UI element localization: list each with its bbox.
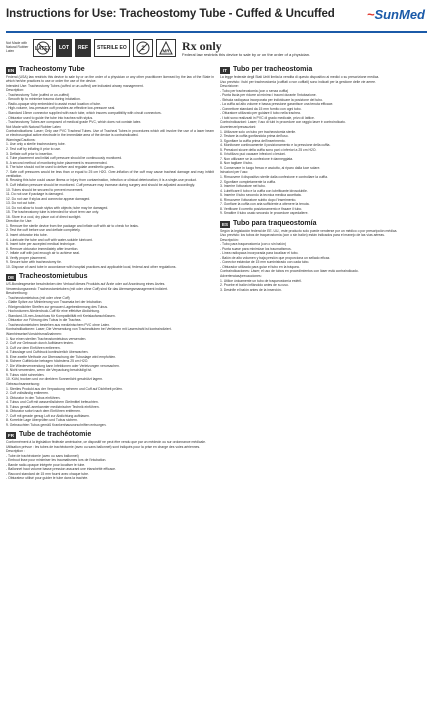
paragraph: Intended Use: Tracheostomy Tubes (cuffed or un-cuffed) are indicated airway management. [6, 83, 144, 88]
paragraph: 4. Tube placement and initial cuff pressure should be continuously monitored. [6, 156, 123, 161]
paragraph: 1. Steriles Produkt aus der Verpackung nehmen und Cuff auf Dichtheit prüfen. [6, 386, 123, 391]
paragraph: 5. Insert tube per accepted medical technique. [6, 242, 76, 247]
paragraph: 3. Obturator in den Tubus einführen. [6, 395, 61, 400]
paragraph: Según la legislación federal de EE. UU., este producto solo puede venderse por un médico o por prescripción médica. [220, 228, 398, 233]
paragraph: Warnhinweise/Vorsichtsmaßnahmen: [6, 331, 62, 336]
paragraph: Direction for Use: [6, 219, 33, 224]
paragraph: 4. Tubus und Cuff mit wasserlöslichem Gleitmittel befeuchten. [6, 400, 99, 405]
paragraph: 3. Cuff vor dem Einführen entleeren. [6, 345, 61, 350]
paragraph: 3. Inserire l'otturatore nel tubo. [220, 184, 266, 189]
paragraph: 7. Inflate cuff with just enough air to achieve seal. [6, 251, 81, 256]
paragraph: - Ballonnet haut volume basse pression assurant une étanchéité efficace. [6, 467, 117, 472]
paragraph: 3. Desinfle el balón antes de la inserción. [220, 287, 282, 292]
lot-symbol: LOT [56, 39, 72, 57]
paragraph: - La cuffia ad alto volume e bassa pressione garantisce una tenuta efficace. [220, 102, 334, 107]
paragraph: 4. Lubrificare il tubo e la cuffia con lubrificante idrosolubile. [220, 188, 308, 193]
paragraph: 8. Reusing this tube could cause illness or injury from contamination, infection or clinical deterioration; it is a single-use product. [6, 178, 197, 183]
paragraph: 11. Do not use if package is damaged. [6, 192, 64, 197]
paragraph: 1. Utilizzare solo un tubo per tracheostomia sterile. [220, 129, 297, 134]
language-badge: ES [221, 221, 228, 227]
paragraph: - Bande radio-opaque intégrée pour localiser le tube. [6, 462, 86, 467]
paragraph: - Striscia radiopaca incorporata per individuare la posizione del tubo. [220, 97, 323, 102]
language-badge: EN [7, 68, 15, 73]
paragraph: Not Made with Natural Rubber Latex [6, 124, 61, 129]
paragraph: 9. Secure tube with tracheostomy tie. [6, 260, 62, 265]
paragraph: Conformément à la législation fédérale américaine, ce dispositif ne peut être vendu que par un médecin ou sur ordonnance médicale. [6, 440, 206, 445]
section-de [6, 273, 214, 427]
paragraph: - Röntgendichter Streifen zur genauen Lagebestimmung des Tubus. [6, 304, 108, 309]
document-header [6, 8, 427, 30]
paragraph: 5. Tubus gemäß anerkannter medizinischer Technik einführen. [6, 404, 100, 409]
latex-caption: Not Made with Natural Rubber Latex [6, 41, 29, 54]
svg-text:LATEX: LATEX [34, 46, 52, 52]
paragraph: 5. A second method of monitoring tube placement is recommended. [6, 160, 108, 165]
latex-free-icon [33, 39, 53, 57]
logo-swoosh-icon: ~ [366, 7, 375, 22]
paragraph: 1. Utilice únicamente un tubo de traqueostomía estéril. [220, 278, 302, 283]
paragraph: 1. Nur einen sterilen Tracheostomietubus verwenden. [6, 336, 87, 341]
paragraph: - Punta liscia per ridurre al minimo i traumi durante l'intubazione. [220, 93, 317, 98]
paragraph: Verwendungszweck: Tracheostomietuben (mit oder ohne Cuff) sind für das Atemwegsmanagement indiziert. [6, 286, 169, 291]
paragraph: - Línea radiopaca incorporada para localizar el tubo. [220, 251, 299, 256]
paragraph: 15. The tracheostomy tube is intended for short term use only. [6, 210, 99, 215]
paragraph: 3. Sgonfiare la cuffia prima dell'inserimento. [220, 138, 286, 143]
section-body [6, 75, 214, 269]
language-badge: DE [7, 274, 15, 280]
header-rule [6, 31, 427, 33]
single-use-icon [133, 39, 153, 57]
paragraph: Descripción: [220, 237, 239, 242]
paragraph: - Tube de trachéotomie (avec ou sans ballonnet) [6, 453, 79, 458]
paragraph: 6. The tube should not be used to deliver and regulate anesthetic gases. [6, 165, 115, 170]
paragraph: 1. Remove the sterile device from the package and inflate cuff with air to check for leaks. [6, 223, 139, 228]
paragraph: 13. Do not cut tube. [6, 201, 36, 206]
paragraph: - Radio-opaque strip embedded to assist exact location of tube. [6, 101, 101, 106]
paragraph: 6. Remove obturator immediately after insertion. [6, 246, 79, 251]
paragraph: 10. Kühl, trocken und vor direktem Sonnenlicht geschützt lagern. [6, 377, 104, 382]
paragraph: Federal (USA) law restricts this device to sale by or on the order of a physician or any other practitioner licensed by the law of the State in which he/she practices to use or order the use of the device. [6, 75, 214, 84]
regulatory-symbols [6, 39, 427, 61]
paragraph: Utilisation prévue : les tubes de trachéotomie (avec ou sans ballonnet) sont indiqués pour la prise en charge des voies aériennes. [6, 444, 201, 449]
paragraph: 8. Verify proper placement. [6, 255, 47, 260]
section-es [220, 220, 428, 292]
mr-conditional-icon [156, 39, 176, 57]
paragraph: 9. Smaltire il tubo usato secondo le procedure ospedaliere. [220, 211, 309, 216]
paragraph: 8. Korrekte Lage überprüfen und Tubus sichern. [6, 418, 79, 423]
paragraph: 3. Deflate cuff prior to insertion. [6, 151, 54, 156]
paragraph: 6. Rimuovere l'otturatore subito dopo l'inserimento. [220, 197, 297, 202]
document-title: Instructions for Use: Tracheostomy Tube - Cuffed & Uncuffed [6, 8, 335, 20]
paragraph: 1. Use only a sterile tracheostomy tube. [6, 142, 66, 147]
paragraph: 4. Tubuslage und Cuffdruck kontinuierlich überwachen. [6, 350, 89, 355]
mr-label: MR [162, 48, 170, 54]
paragraph: 6. Il riutilizzo può causare infezioni o lesioni. [220, 152, 286, 157]
paragraph: 10. Dispose of used tube in accordance with hospital practices and applicable local, federal and other regulations. [6, 264, 177, 269]
paragraph: 2. Cuff vor Gebrauch durch Aufblasen testen. [6, 341, 74, 346]
ref-symbol: REF [75, 39, 91, 57]
paragraph: 2. Cuff vollständig entleeren. [6, 391, 49, 396]
section-body [6, 282, 214, 427]
paragraph: 7. Gonfiare la cuffia con aria sufficiente a ottenere la tenuta. [220, 202, 310, 207]
paragraph: - Tracheostomy Tubes are composed of medical grade PVC, which does not contain latex. [6, 120, 142, 125]
paragraph: - Tubo para traqueostomía (con o sin balón) [220, 242, 286, 247]
paragraph: 6. Obturator sofort nach dem Einführen entfernen. [6, 409, 82, 414]
paragraph: - Obturator used to guide the tube into trachea with stylus. [6, 115, 94, 120]
left-column [6, 66, 214, 706]
paragraph: 7. Die Wiederverwendung kann Infektionen oder Verletzungen verursachen. [6, 363, 120, 368]
paragraph: 10. Tubes should be secured to prevent movement. [6, 187, 84, 192]
section-en [6, 66, 214, 269]
paragraph: - High-volume, low-pressure cuff provides an effective low-pressure seal. [6, 106, 116, 111]
paragraph: Description : [6, 449, 25, 454]
paragraph: Avvertenze/precauzioni: [220, 125, 257, 130]
paragraph: Uso previsto: i tubi per tracheostomia (cuffiati o non cuffiati) sono indicati per la gestione delle vie aeree. [220, 79, 376, 84]
paragraph: 9. Gebrauchten Tubus gemäß Krankenhausvorschriften entsorgen. [6, 422, 107, 427]
paragraph: 2. Testare la cuffia gonfiandola prima dell'uso. [220, 134, 289, 139]
paragraph: - I tubi sono realizzati in PVC di grado medicale, privo di lattice. [220, 115, 315, 120]
paragraph: - Tracheostomy Tube (cuffed or un-cuffed) [6, 92, 70, 97]
section-title: Tracheostomy Tube [19, 66, 85, 73]
paragraph: - Obturateur utilisé pour guider le tube dans la trachée. [6, 476, 89, 481]
section-fr [6, 431, 214, 481]
section-body [6, 440, 214, 481]
paragraph: Contraindicaciones: Láser; el uso de tubos en procedimientos con láser está contraindicado. [220, 269, 359, 274]
paragraph: 6. Sichere Cuffdrücke betragen höchstens 25 cm H2O. [6, 359, 89, 364]
right-column [220, 66, 428, 706]
paragraph: - Tubo per tracheostomia (con o senza cuffia) [220, 88, 289, 93]
paragraph: - Balón de alto volumen y baja presión que proporciona un sellado eficaz. [220, 255, 331, 260]
section-body [220, 229, 428, 292]
paragraph: 7. Safe cuff pressures would be less than or equal to 25 cm H2O. Over-inflation of the cuff may cause tracheal damage and may inhibit ventilation. [6, 169, 214, 178]
paragraph: 8. Non tagliare il tubo. [220, 161, 253, 166]
paragraph: - Tracheostomietubus (mit oder ohne Cuff) [6, 295, 70, 300]
paragraph: 3. Insert obturator into tube. [6, 232, 48, 237]
paragraph: Kontraindikationen: Laser; Die Verwendung von Trachealtuben bei Verfahren mit Laserstrahl ist kontraindiziert. [6, 327, 172, 332]
sterile-eo-symbol: STERILE EO [94, 39, 130, 57]
paragraph: 2. Pruebe el balón inflándolo antes de su uso. [220, 283, 289, 288]
paragraph: - Hochvolumen-Niederdruck-Cuff für eine effektive Abdichtung. [6, 309, 100, 314]
paragraph: 7. Cuff mit gerade genug Luft zur Abdichtung aufblasen. [6, 413, 90, 418]
paragraph: 9. Tubus nicht schneiden. [6, 372, 45, 377]
paragraph: - Connettore standard da 15 mm fornito con ogni tubo. [220, 106, 302, 111]
paragraph: - Smooth tip to minimize trauma during intubation. [6, 97, 81, 102]
language-badge: IT [220, 67, 230, 74]
paragraph: 5. Eine zweite Methode zur Überwachung der Tubuslage wird empfohlen. [6, 354, 117, 359]
paragraph: - Tracheostomietuben bestehen aus medizinischem PVC ohne Latex. [6, 322, 111, 327]
paragraph: 4. Lubricate the tube and cuff with water-soluble lubricant. [6, 237, 93, 242]
paragraph: 9. Conservare in luogo fresco e asciutto, al riparo dalla luce solare. [220, 165, 321, 170]
section-title: Tubo para traqueostomía [233, 219, 317, 227]
paragraph: - Standard-15-mm-Anschluss für Kompatibilität mit Kreislaufanschlüssen. [6, 313, 116, 318]
paragraph: - Otturatore utilizzato per guidare il tubo nella trachea. [220, 111, 301, 116]
paragraph: - Obturador utilizado para guiar el tubo en la tráquea. [220, 264, 300, 269]
symbol-row [33, 39, 176, 57]
paragraph: Uso previsto: los tubos de traqueostomía (con o sin balón) están indicados para el manejo de las vías aéreas. [220, 233, 385, 238]
paragraph: Beschreibung: [6, 291, 28, 296]
paragraph: - Obturator zur Führung des Tubus in die Trachea. [6, 318, 82, 323]
section-title: Tube de trachéotomie [19, 431, 92, 439]
paragraph: - Raccord standard de 15 mm fourni avec chaque tube. [6, 471, 89, 476]
paragraph: Descrizione: [220, 84, 239, 89]
paragraph: Gebrauchsanweisung: [6, 381, 40, 386]
rx-note: Federal law restricts this device to sale by or on the order of a physician. [182, 52, 311, 57]
paragraph: 4. Monitorare continuamente il posizionamento e la pressione della cuffia. [220, 143, 331, 148]
section-body [220, 75, 428, 216]
paragraph: Contraindications: Laser; Only use PVC Tracheal Tubes. Use of Tracheal Tubes in procedures which will involve the use of a laser beam or electrosurgical active electrode in the immediate area of the device is contraindicated. [6, 129, 214, 138]
section-title: Tubo per tracheostomia [233, 66, 313, 73]
paragraph: Description: [6, 88, 24, 93]
paragraph: 14. Do not allow to touch stylus with objects; tube may be damaged. [6, 205, 109, 210]
paragraph: Istruzioni per l'uso: [220, 170, 249, 175]
language-badge: FR [8, 433, 14, 439]
paragraph: 2. Sgonfiare completamente la cuffia. [220, 179, 276, 184]
paragraph: 8. Nicht verwenden, wenn die Verpackung beschädigt ist. [6, 368, 92, 373]
paragraph: 16. Store in a cool, dry place out of direct sunlight. [6, 214, 82, 219]
paragraph: 8. Verificare il corretto posizionamento e fissare il tubo. [220, 206, 303, 211]
paragraph: Controindicazioni: Laser; l'uso di tubi in procedure con raggio laser è controindicato. [220, 120, 346, 125]
paragraph: - Standard 15mm connector supplied with each tube, which insures compatibility with circuit connectors. [6, 110, 162, 115]
brand-logo: ~SunMed [366, 7, 425, 22]
paragraph: - Embout lisse pour minimiser les traumatismes lors de l'intubation. [6, 458, 107, 463]
paragraph: - Punta suave para minimizar los traumatismos. [220, 246, 292, 251]
rx-only-symbol: Rx only Federal law restricts this device to sale by or on the order of a physician. [182, 39, 311, 57]
paragraph: Advertencias/precauciones: [220, 274, 262, 279]
paragraph: 1. Rimuovere il dispositivo sterile dalla confezione e controllare la cuffia. [220, 175, 328, 180]
section-title: Tracheostomietubus [19, 272, 88, 280]
paragraph: La legge federale degli Stati Uniti limita la vendita di questo dispositivo ai medici o su prescrizione medica. [220, 75, 380, 79]
paragraph: 2. Test cuff by inflating it prior to use. [6, 146, 61, 151]
section-it [220, 66, 428, 216]
paragraph: 12. Do not use if stylus and connector appear damaged. [6, 196, 91, 201]
paragraph: Warnings/Cautions: [6, 137, 36, 142]
paragraph: 5. Pressioni sicure della cuffia sono pari o inferiori a 25 cm H2O. [220, 147, 317, 152]
paragraph: US-Bundesgesetze beschränken den Verkauf dieses Produkts auf Ärzte oder auf Anordnung eines Arztes. [6, 281, 166, 286]
paragraph: 2. Test the cuff before use and deflate completely. [6, 228, 81, 233]
paragraph: 7. Non utilizzare se la confezione è danneggiata. [220, 156, 294, 161]
paragraph: 5. Inserire il tubo secondo la tecnica medica accettata. [220, 193, 302, 198]
single-use-number: 2 [141, 46, 145, 52]
paragraph: 9. Cuff inflation pressure should be monitored. Cuff pressure may increase during surgery and should be adjusted accordingly. [6, 182, 196, 187]
paragraph: - Glatte Spitze zur Minimierung von Traumata bei der Intubation. [6, 300, 103, 305]
paragraph: - Conector estándar de 15 mm suministrado con cada tubo. [220, 260, 310, 265]
